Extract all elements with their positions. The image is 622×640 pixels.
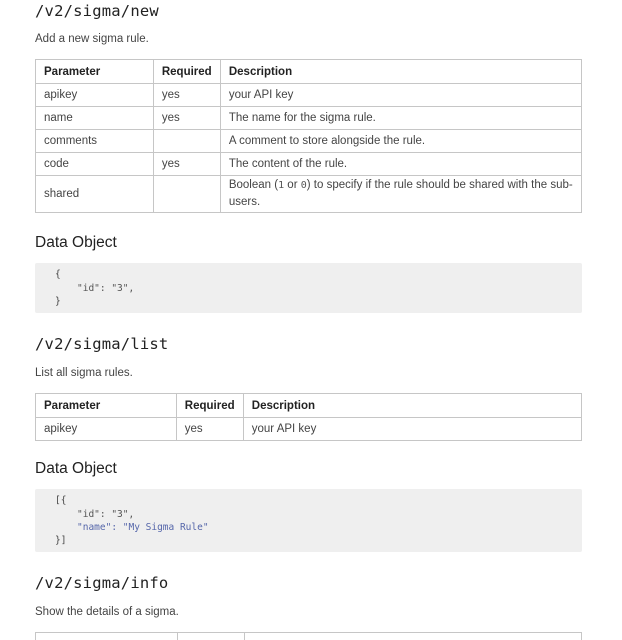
endpoint-title-info: /v2/sigma/info xyxy=(35,574,169,592)
param-cell: name xyxy=(36,107,154,130)
required-cell xyxy=(153,130,220,153)
table-row xyxy=(36,418,582,441)
endpoint-title-new: /v2/sigma/new xyxy=(35,2,159,20)
code-block-new xyxy=(35,263,582,313)
table-top-edge xyxy=(35,632,582,640)
param-cell: shared xyxy=(36,176,154,213)
description-cell: The name for the sigma rule. xyxy=(220,107,581,130)
description-text: Boolean ( xyxy=(228,179,279,191)
param-cell: code xyxy=(36,153,154,176)
description-cell: The content of the rule. xyxy=(220,153,581,176)
code-line: }] xyxy=(55,535,67,546)
required-cell: yes xyxy=(153,153,220,176)
required-cell xyxy=(153,176,220,213)
parameters-table-info xyxy=(35,632,582,640)
param-cell: apikey xyxy=(36,418,177,441)
description-cell: your API key xyxy=(220,84,581,107)
required-cell: yes xyxy=(176,418,243,441)
table-header-row xyxy=(36,394,582,418)
endpoint-description-new: Add a new sigma rule. xyxy=(35,33,149,45)
data-object-heading-list: Data Object xyxy=(35,460,117,477)
column-header-parameter: Parameter xyxy=(36,60,154,84)
inline-code: 0 xyxy=(300,180,307,191)
param-cell: apikey xyxy=(36,84,154,107)
endpoint-description-info: Show the details of a sigma. xyxy=(35,606,179,618)
inline-code: 1 xyxy=(278,180,285,191)
code-block-list xyxy=(35,489,582,552)
parameters-table-new xyxy=(35,59,582,213)
column-divider xyxy=(177,633,178,640)
parameters-table-list xyxy=(35,393,582,441)
description-cell xyxy=(220,176,581,213)
table-row xyxy=(36,176,582,213)
table-row xyxy=(36,130,582,153)
table-row xyxy=(36,153,582,176)
code-line: } xyxy=(55,296,61,307)
code-line: "id": "3", xyxy=(77,283,135,294)
column-divider xyxy=(244,633,245,640)
code-line: { xyxy=(55,269,61,280)
endpoint-description-list: List all sigma rules. xyxy=(35,367,133,379)
column-header-description: Description xyxy=(243,394,581,418)
description-cell: A comment to store alongside the rule. xyxy=(220,130,581,153)
code-line: "id": "3", xyxy=(77,509,135,520)
code-line: "name": "My Sigma Rule" xyxy=(77,522,209,533)
required-cell: yes xyxy=(153,84,220,107)
table-row xyxy=(36,107,582,130)
column-header-parameter: Parameter xyxy=(36,394,177,418)
code-line: [{ xyxy=(55,495,67,506)
description-text: ) to specify if the rule should be shared with the sub-users. xyxy=(228,179,573,208)
data-object-heading-new: Data Object xyxy=(35,234,117,251)
endpoint-title-list: /v2/sigma/list xyxy=(35,335,169,353)
column-header-required: Required xyxy=(153,60,220,84)
param-cell: comments xyxy=(36,130,154,153)
column-header-required: Required xyxy=(176,394,243,418)
required-cell: yes xyxy=(153,107,220,130)
description-cell: your API key xyxy=(243,418,581,441)
table-header-row xyxy=(36,60,582,84)
table-row xyxy=(36,84,582,107)
description-text: or xyxy=(284,179,301,191)
column-header-description: Description xyxy=(220,60,581,84)
